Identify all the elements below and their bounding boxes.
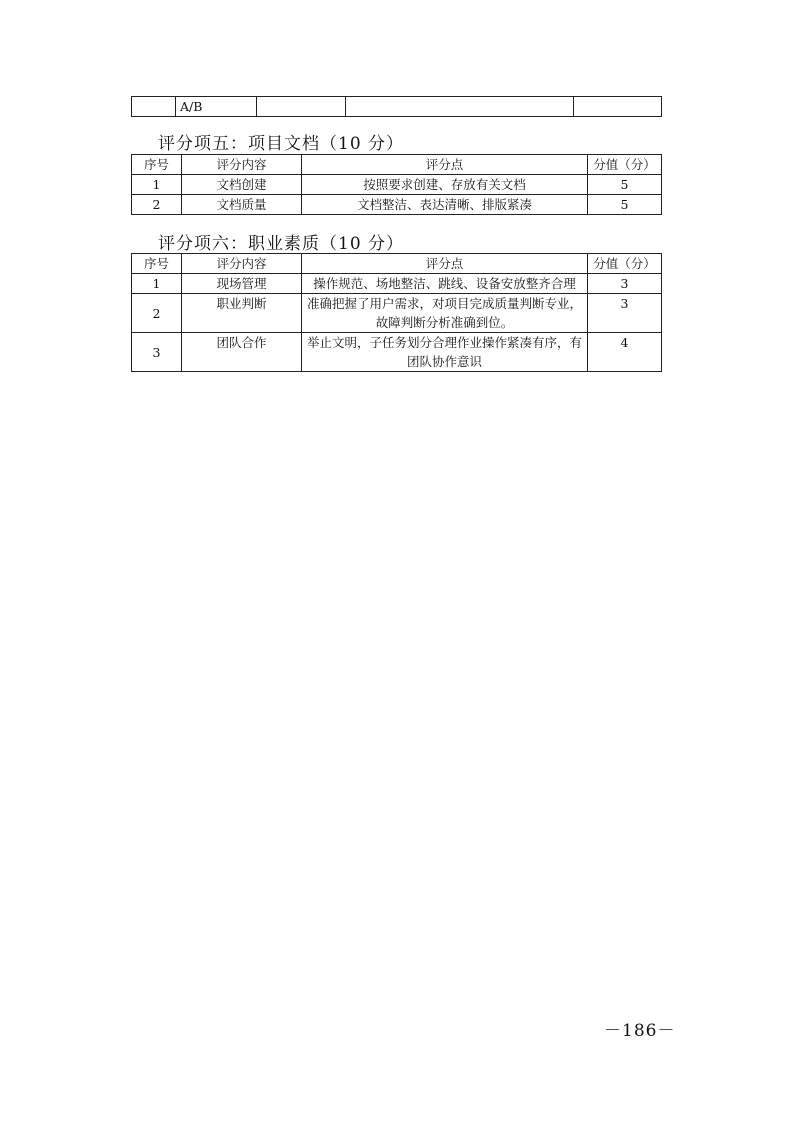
table-cell: 3 (588, 274, 662, 294)
table-cell: 操作规范、场地整洁、跳线、设备安放整齐合理 (302, 274, 588, 294)
column-header: 序号 (132, 155, 182, 175)
table-cell: 现场管理 (182, 274, 302, 294)
table-cell: 按照要求创建、存放有关文档 (302, 175, 588, 195)
table-cell: 文档创建 (182, 175, 302, 195)
section-heading: 评分项六：职业素质（10 分） (158, 234, 405, 254)
table-cell: 1 (132, 175, 182, 195)
column-header: 序号 (132, 254, 182, 274)
scoring-table-documentation (131, 154, 662, 215)
table-header-row (132, 254, 662, 274)
table-cell: 举止文明，子任务划分合理作业操作紧凑有序，有团队协作意识 (302, 333, 588, 372)
table-row (132, 97, 662, 117)
page-number: －186－ (604, 1021, 676, 1041)
continuation-table (131, 96, 662, 117)
column-header: 评分内容 (182, 155, 302, 175)
table-cell (257, 97, 346, 117)
table-cell: 2 (132, 294, 182, 333)
table-cell: 职业判断 (182, 294, 302, 333)
column-header: 分值（分） (588, 155, 662, 175)
table-row (132, 274, 662, 294)
table-row (132, 175, 662, 195)
table-cell (132, 97, 176, 117)
table-cell: 文档整洁、表达清晰、排版紧凑 (302, 195, 588, 215)
table-row (132, 294, 662, 333)
section-heading: 评分项五：项目文档（10 分） (158, 134, 405, 154)
table-cell: 2 (132, 195, 182, 215)
column-header: 评分点 (302, 254, 588, 274)
table-cell: 准确把握了用户需求，对项目完成质量判断专业，故障判断分析准确到位。 (302, 294, 588, 333)
table-cell: 团队合作 (182, 333, 302, 372)
table-row (132, 333, 662, 372)
table-cell: 5 (588, 175, 662, 195)
table-cell: 3 (132, 333, 182, 372)
table-cell (574, 97, 662, 117)
table-header-row (132, 155, 662, 175)
scoring-table-professional-quality (131, 253, 662, 372)
column-header: 分值（分） (588, 254, 662, 274)
table-row (132, 195, 662, 215)
table-cell: 1 (132, 274, 182, 294)
table-cell: 4 (588, 333, 662, 372)
table-cell: 文档质量 (182, 195, 302, 215)
column-header: 评分点 (302, 155, 588, 175)
table-cell (346, 97, 574, 117)
table-cell: A/B (176, 97, 257, 117)
table-cell: 5 (588, 195, 662, 215)
table-cell: 3 (588, 294, 662, 333)
column-header: 评分内容 (182, 254, 302, 274)
